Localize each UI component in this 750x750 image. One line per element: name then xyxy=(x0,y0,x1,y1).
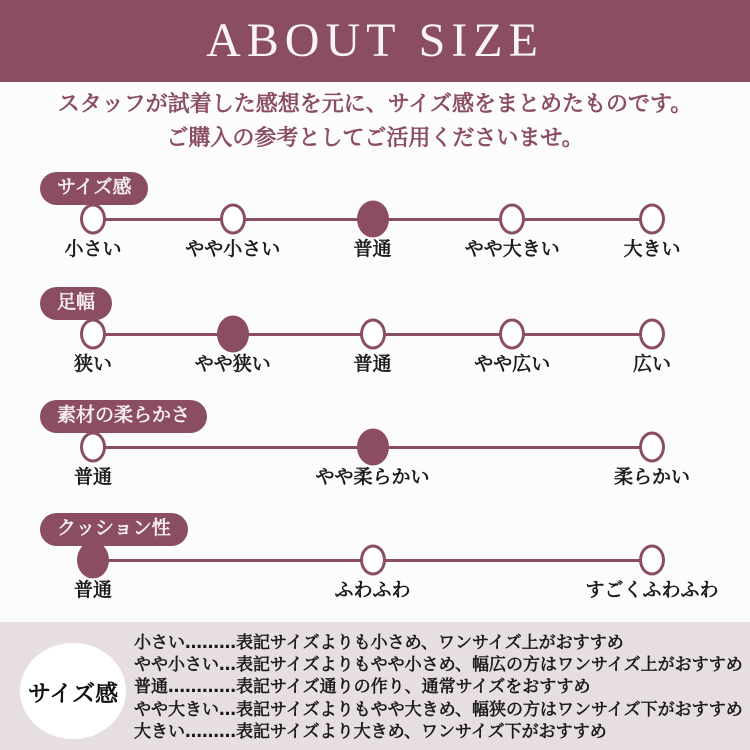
rating-option-label: やや柔らかい xyxy=(315,466,430,488)
page-title: ABOUT SIZE xyxy=(206,14,544,67)
section-label-pill: 足幅 xyxy=(40,287,112,320)
rating-dot xyxy=(639,432,665,463)
scale-section-4 xyxy=(0,513,750,618)
legend-item: 普通…………表記サイズ通りの作り、通常サイズをおすすめ xyxy=(134,677,591,698)
rating-option-label: 普通 xyxy=(73,579,113,601)
intro-line-2: ご購入の参考としてご活用くださいませ。 xyxy=(166,126,584,151)
intro-text xyxy=(0,88,750,156)
rating-option-label: やや狭い xyxy=(194,353,271,375)
rating-option-label: 普通 xyxy=(353,238,392,260)
header-banner xyxy=(0,0,750,82)
rating-option-label: 小さい xyxy=(64,238,122,260)
rating-option-label: 狭い xyxy=(73,353,113,375)
legend-item: やや大きい…表記サイズよりもやや大きめ、幅狭の方はワンサイズ下がおすすめ xyxy=(134,699,743,720)
rating-dot xyxy=(499,319,525,350)
section-label-pill: クッション性 xyxy=(40,513,188,546)
legend-band xyxy=(0,622,750,750)
rating-dot xyxy=(499,204,525,235)
rating-option-label: 柔らかい xyxy=(613,466,691,488)
legend-items xyxy=(134,632,743,743)
rating-dot-selected xyxy=(77,542,109,579)
section-label-pill: 素材の柔らかさ xyxy=(40,400,207,433)
rating-dot-selected xyxy=(357,201,389,238)
rating-option-label: やや小さい xyxy=(185,238,281,260)
rating-dot xyxy=(80,204,106,235)
legend-item: 小さい………表記サイズよりも小さめ、ワンサイズ上がおすすめ xyxy=(134,633,624,653)
legend-item: 大きい………表記サイズより大きめ、ワンサイズ下がおすすめ xyxy=(134,721,607,742)
rating-dot xyxy=(639,204,665,235)
rating-option-label: 普通 xyxy=(73,466,113,488)
rating-dot-selected xyxy=(217,316,249,353)
rating-dot xyxy=(360,545,386,576)
legend-item: やや小さい…表記サイズよりもやや小さめ、幅広の方はワンサイズ上がおすすめ xyxy=(134,655,743,676)
rating-dot xyxy=(80,432,106,463)
rating-dot xyxy=(80,319,106,350)
rating-dot xyxy=(639,545,665,576)
rating-option-label: 普通 xyxy=(353,353,392,375)
rating-option-label: 大きい xyxy=(623,238,681,260)
intro-line-1: スタッフが試着した感想を元に、サイズ感をまとめたものです。 xyxy=(57,92,693,117)
rating-dot xyxy=(220,204,246,235)
rating-option-label: やや広い xyxy=(474,353,551,375)
rating-option-label: すごくふわふわ xyxy=(585,579,719,601)
legend-circle xyxy=(20,643,126,739)
scale-section-1 xyxy=(0,172,750,277)
legend-title: サイズ感 xyxy=(27,680,119,707)
rating-dot-selected xyxy=(357,429,389,466)
scale-section-2 xyxy=(0,287,750,392)
rating-option-label: 広い xyxy=(632,353,672,375)
section-label-pill: サイズ感 xyxy=(40,172,148,205)
rating-option-label: やや大きい xyxy=(464,238,560,260)
rating-option-label: ふわふわ xyxy=(334,579,411,601)
scale-section-3 xyxy=(0,400,750,505)
rating-dot xyxy=(360,319,386,350)
rating-dot xyxy=(639,319,665,350)
